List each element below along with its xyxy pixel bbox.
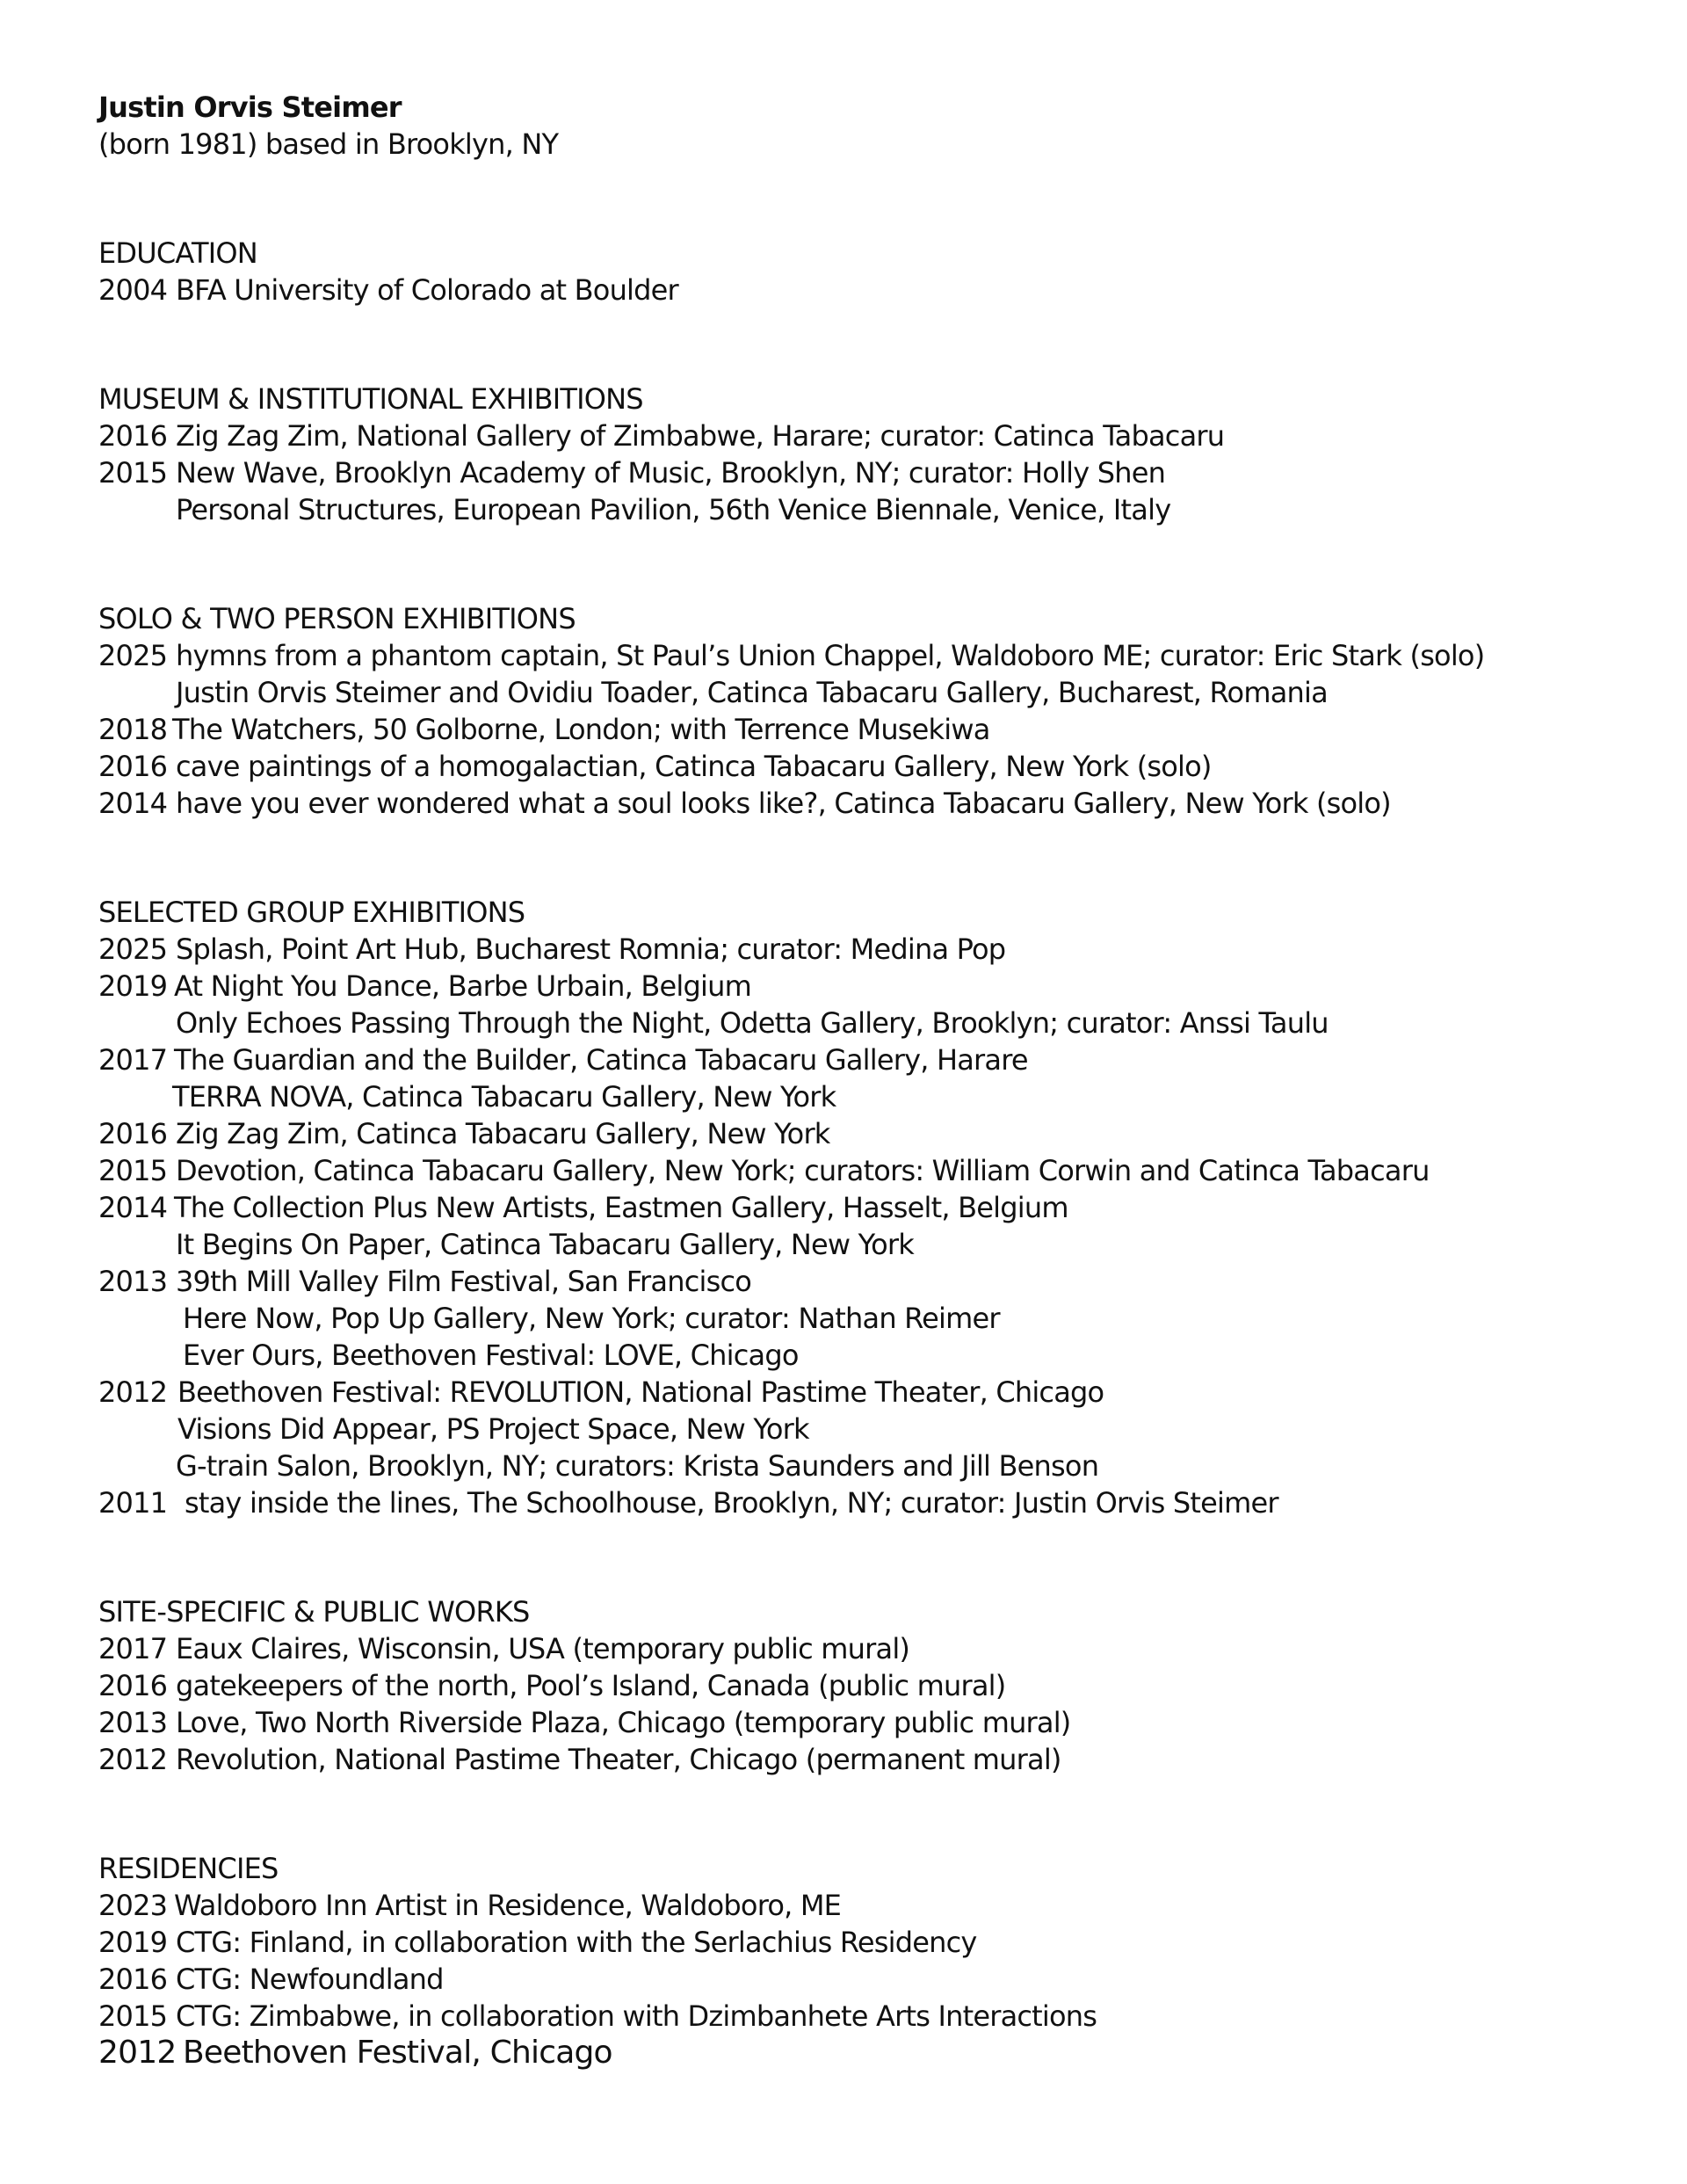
entry-year: 2014	[98, 1191, 168, 1224]
group-entry	[98, 1153, 1430, 1188]
residency-entry	[98, 2034, 612, 2072]
entry-year: 2017	[98, 1043, 168, 1077]
entry-text: Zig Zag Zim, Catinca Tabacaru Gallery, New York	[176, 1117, 830, 1150]
entry-text: Justin Orvis Steimer and Ovidiu Toader, Catinca Tabacaru Gallery, Bucharest, Romania	[176, 676, 1328, 709]
solo-entry	[98, 749, 1212, 784]
entry-text: 39th Mill Valley Film Festival, San Francisco	[176, 1265, 752, 1298]
entry-year: 2018	[98, 713, 168, 746]
entry-year: 2004	[98, 273, 168, 307]
group-entry	[98, 969, 751, 1004]
site-entry	[98, 1742, 1061, 1777]
entry-text: Ever Ours, Beethoven Festival: LOVE, Chicago	[183, 1339, 799, 1372]
group-entry	[98, 1485, 1278, 1520]
group-entry	[98, 1079, 836, 1114]
entry-text: stay inside the lines, The Schoolhouse, Brooklyn, NY; curator: Justin Orvis Steimer	[185, 1486, 1278, 1520]
entry-text: gatekeepers of the north, Pool’s Island, Canada (public mural)	[176, 1669, 1006, 1702]
entry-year: 2019	[98, 969, 168, 1003]
entry-year: 2016	[98, 1963, 168, 1996]
group-entry	[98, 1116, 830, 1151]
solo-entry	[98, 786, 1391, 821]
entry-text: cave paintings of a homogalactian, Catinca Tabacaru Gallery, New York (solo)	[176, 750, 1212, 783]
entry-text: Splash, Point Art Hub, Bucharest Romnia; curator: Medina Pop	[176, 932, 1006, 966]
museum-heading: MUSEUM & INSTITUTIONAL EXHIBITIONS	[98, 382, 643, 416]
group-heading: SELECTED GROUP EXHIBITIONS	[98, 896, 525, 929]
entry-year: 2012	[98, 1375, 168, 1409]
entry-year: 2013	[98, 1265, 168, 1298]
entry-text: BFA University of Colorado at Boulder	[176, 273, 678, 307]
entry-year: 2025	[98, 639, 168, 672]
entry-text: Revolution, National Pastime Theater, Chicago (permanent mural)	[176, 1743, 1061, 1776]
entry-text: Beethoven Festival, Chicago	[183, 2035, 612, 2071]
entry-year: 2019	[98, 1926, 168, 1959]
entry-year: 2011	[98, 1486, 168, 1520]
entry-text: Love, Two North Riverside Plaza, Chicago (temporary public mural)	[176, 1706, 1071, 1739]
entry-text: G-train Salon, Brooklyn, NY; curators: Krista Saunders and Jill Benson	[176, 1449, 1099, 1483]
entry-year: 2012	[98, 2035, 177, 2071]
solo-entry	[98, 712, 990, 747]
entry-text: The Collection Plus New Artists, Eastmen Gallery, Hasselt, Belgium	[174, 1191, 1068, 1224]
entry-year: 2015	[98, 456, 168, 490]
entry-year: 2023	[98, 1889, 168, 1922]
entry-text: Personal Structures, European Pavilion, 56th Venice Biennale, Venice, Italy	[176, 493, 1171, 526]
entry-year: 2025	[98, 932, 168, 966]
group-entry	[98, 1190, 1068, 1225]
entry-year: 2015	[98, 1999, 168, 2033]
entry-text: Devotion, Catinca Tabacaru Gallery, New York; curators: William Corwin and Catinca Tabacaru	[176, 1154, 1430, 1187]
entry-text: Visions Did Appear, PS Project Space, New York	[177, 1412, 809, 1446]
entry-text: Zig Zag Zim, National Gallery of Zimbabwe, Harare; curator: Catinca Tabacaru	[176, 419, 1225, 453]
entry-text: Beethoven Festival: REVOLUTION, National Pastime Theater, Chicago	[177, 1375, 1104, 1409]
entry-year: 2016	[98, 419, 168, 453]
entry-text: CTG: Zimbabwe, in collaboration with Dzimbanhete Arts Interactions	[176, 1999, 1097, 2033]
solo-heading: SOLO & TWO PERSON EXHIBITIONS	[98, 602, 576, 635]
entry-text: The Watchers, 50 Golborne, London; with Terrence Musekiwa	[172, 713, 990, 746]
entry-year: 2014	[98, 787, 168, 820]
entry-text: At Night You Dance, Barbe Urbain, Belgium	[174, 969, 751, 1003]
group-entry	[98, 1448, 1098, 1484]
group-entry	[98, 1042, 1028, 1077]
education-entry	[98, 272, 678, 308]
group-entry	[98, 1264, 751, 1299]
entry-text: Here Now, Pop Up Gallery, New York; curator: Nathan Reimer	[183, 1302, 1000, 1335]
group-entry	[98, 1338, 799, 1373]
entry-text: CTG: Finland, in collaboration with the Serlachius Residency	[176, 1926, 977, 1959]
entry-year: 2016	[98, 1669, 168, 1702]
site-entry	[98, 1631, 909, 1666]
entry-text: TERRA NOVA, Catinca Tabacaru Gallery, New York	[172, 1080, 836, 1114]
residency-entry	[98, 1962, 444, 1997]
site-entry	[98, 1705, 1071, 1740]
museum-entry	[98, 492, 1170, 527]
residencies-heading: RESIDENCIES	[98, 1852, 279, 1885]
entry-text: New Wave, Brooklyn Academy of Music, Brooklyn, NY; curator: Holly Shen	[176, 456, 1166, 490]
artist-name: Justin Orvis Steimer	[98, 91, 402, 124]
entry-year: 2016	[98, 1117, 168, 1150]
group-entry	[98, 932, 1005, 967]
museum-entry	[98, 418, 1224, 453]
entry-year: 2015	[98, 1154, 168, 1187]
group-entry	[98, 1005, 1329, 1041]
group-entry	[98, 1227, 914, 1262]
entry-text: Eaux Claires, Wisconsin, USA (temporary public mural)	[176, 1632, 910, 1665]
museum-entry	[98, 455, 1165, 490]
entry-year: 2016	[98, 750, 168, 783]
residency-entry	[98, 1999, 1097, 2034]
artist-bio: (born 1981) based in Brooklyn, NY	[98, 127, 559, 161]
group-entry	[98, 1411, 809, 1447]
residency-entry	[98, 1925, 977, 1960]
entry-year: 2013	[98, 1706, 168, 1739]
entry-text: hymns from a phantom captain, St Paul’s Union Chappel, Waldoboro ME; curator: Eric Stark (solo)	[176, 639, 1485, 672]
entry-text: Waldoboro Inn Artist in Residence, Waldoboro, ME	[174, 1889, 842, 1922]
entry-text: The Guardian and the Builder, Catinca Tabacaru Gallery, Harare	[174, 1043, 1028, 1077]
entry-text: It Begins On Paper, Catinca Tabacaru Gallery, New York	[176, 1228, 915, 1261]
site-heading: SITE-SPECIFIC & PUBLIC WORKS	[98, 1595, 530, 1629]
entry-year: 2012	[98, 1743, 168, 1776]
group-entry	[98, 1375, 1104, 1410]
entry-text: have you ever wondered what a soul looks like?, Catinca Tabacaru Gallery, New York (solo)	[176, 787, 1391, 820]
entry-text: Only Echoes Passing Through the Night, Odetta Gallery, Brooklyn; curator: Anssi Taulu	[176, 1006, 1329, 1040]
education-heading: EDUCATION	[98, 236, 257, 270]
group-entry	[98, 1301, 1000, 1336]
site-entry	[98, 1668, 1005, 1703]
solo-entry	[98, 638, 1484, 673]
solo-entry	[98, 675, 1328, 710]
residency-entry	[98, 1888, 841, 1923]
entry-text: CTG: Newfoundland	[176, 1963, 444, 1996]
entry-year: 2017	[98, 1632, 168, 1665]
